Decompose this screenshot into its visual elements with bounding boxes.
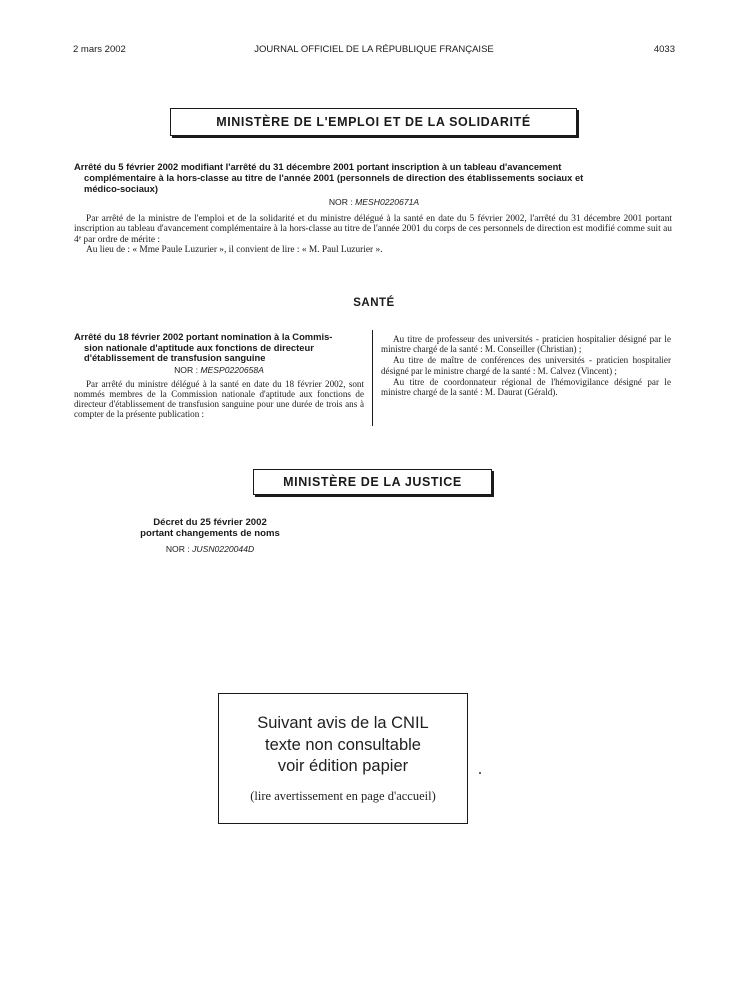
header-date: 2 mars 2002: [73, 44, 126, 55]
arrete-sante-paragraph: Par arrêté du ministre délégué à la santé en date du 18 février 2002, sont nommés membres de la Commission nationale d'aptitude aux fonctions de directeur d'établissement de transfusion sanguine pour une durée de trois ans à compter de la présente publication :: [74, 378, 364, 420]
arrete-sante-title-line3: d'établissement de transfusion sanguine: [84, 352, 266, 363]
arrete-emploi-paragraph2: Au lieu de : « Mme Paule Luzurier », il convient de lire : « M. Paul Luzurier ».: [86, 245, 383, 256]
sante-member-maitre-conferences: Au titre de maître de conférences des universités - praticien hospitalier désigné par le ministre chargé de la santé : M. Calvez (Vincent) ;: [381, 355, 671, 376]
cnil-notice-box: [218, 693, 468, 824]
nor-label: NOR :: [165, 544, 190, 554]
sante-member-coordonnateur: Au titre de coordonnateur régional de l'hémovigilance désigné par le ministre chargé de la santé : M. Daurat (Gérald).: [381, 376, 671, 398]
ministry-emploi-title: MINISTÈRE DE L'EMPLOI ET DE LA SOLIDARITÉ: [216, 115, 531, 129]
nor-label: NOR :: [328, 197, 353, 207]
ministry-emploi-heading: [170, 108, 577, 136]
decret-justice-nor: [0, 544, 420, 554]
cnil-notice-line2: texte non consultable: [265, 736, 421, 754]
nor-code: MESP0220658A: [200, 364, 264, 375]
arrete-emploi-body: [74, 214, 672, 256]
decret-title-line2: portant changements de noms: [140, 527, 280, 539]
sante-left-column: [74, 332, 364, 419]
ministry-justice-title: MINISTÈRE DE LA JUSTICE: [283, 475, 462, 489]
nor-label: NOR :: [174, 364, 198, 375]
decret-justice-title: [0, 518, 420, 539]
arrete-sante-nor: [74, 365, 364, 375]
nor-code: MESH0220671A: [355, 197, 420, 207]
arrete-sante-title-line1: Arrêté du 18 février 2002 portant nomination à la Commis-: [74, 331, 333, 342]
arrete-emploi-paragraph1: Par arrêté de la ministre de l'emploi et de la solidarité et du ministre délégué à la santé en date du 5 février 2002, l'arrêté du 31 décembre 2001 portant inscription au tableau d'avancement complémentaire à la hors-classe au titre de l'année 2001 du corps de ces personnels de direction est modifié comme suit au 4ᵉ par ordre de mérite :: [74, 214, 672, 245]
sante-member-professeur: Au titre de professeur des universités - praticien hospitalier désigné par le ministre chargé de la santé : M. Conseiller (Christian) ;: [381, 334, 671, 355]
cnil-notice-line3: voir édition papier: [277, 757, 409, 775]
nor-code: JUSN0220044D: [192, 544, 255, 554]
arrete-emploi-title-line3: médico-sociaux): [84, 183, 158, 194]
decret-title-line1: Décret du 25 février 2002: [153, 517, 267, 528]
section-sante-heading: SANTÉ: [353, 297, 395, 309]
arrete-sante-title-line2: sion nationale d'aptitude aux fonctions de directeur: [84, 341, 314, 353]
scan-speck: [479, 772, 481, 774]
column-divider: [372, 330, 373, 426]
arrete-sante-title: [74, 332, 364, 364]
ministry-justice-heading: [253, 469, 492, 495]
arrete-emploi-nor: [0, 197, 748, 207]
header-journal-title: JOURNAL OFFICIEL DE LA RÉPUBLIQUE FRANÇAISE: [254, 44, 494, 55]
arrete-emploi-title-line2: complémentaire à la hors-classe au titre de l'année 2001 (personnels de direction des établissements sociaux et: [84, 172, 584, 183]
cnil-notice-line1: Suivant avis de la CNIL: [257, 714, 429, 732]
cnil-notice-note: (lire avertissement en page d'accueil): [250, 789, 436, 803]
header-page-number: 4033: [653, 44, 675, 55]
arrete-emploi-title-line1: Arrêté du 5 février 2002 modifiant l'arrêté du 31 décembre 2001 portant inscription à un tableau d'avancement: [74, 161, 562, 172]
sante-right-column: [381, 334, 671, 398]
arrete-emploi-title: [74, 161, 672, 194]
